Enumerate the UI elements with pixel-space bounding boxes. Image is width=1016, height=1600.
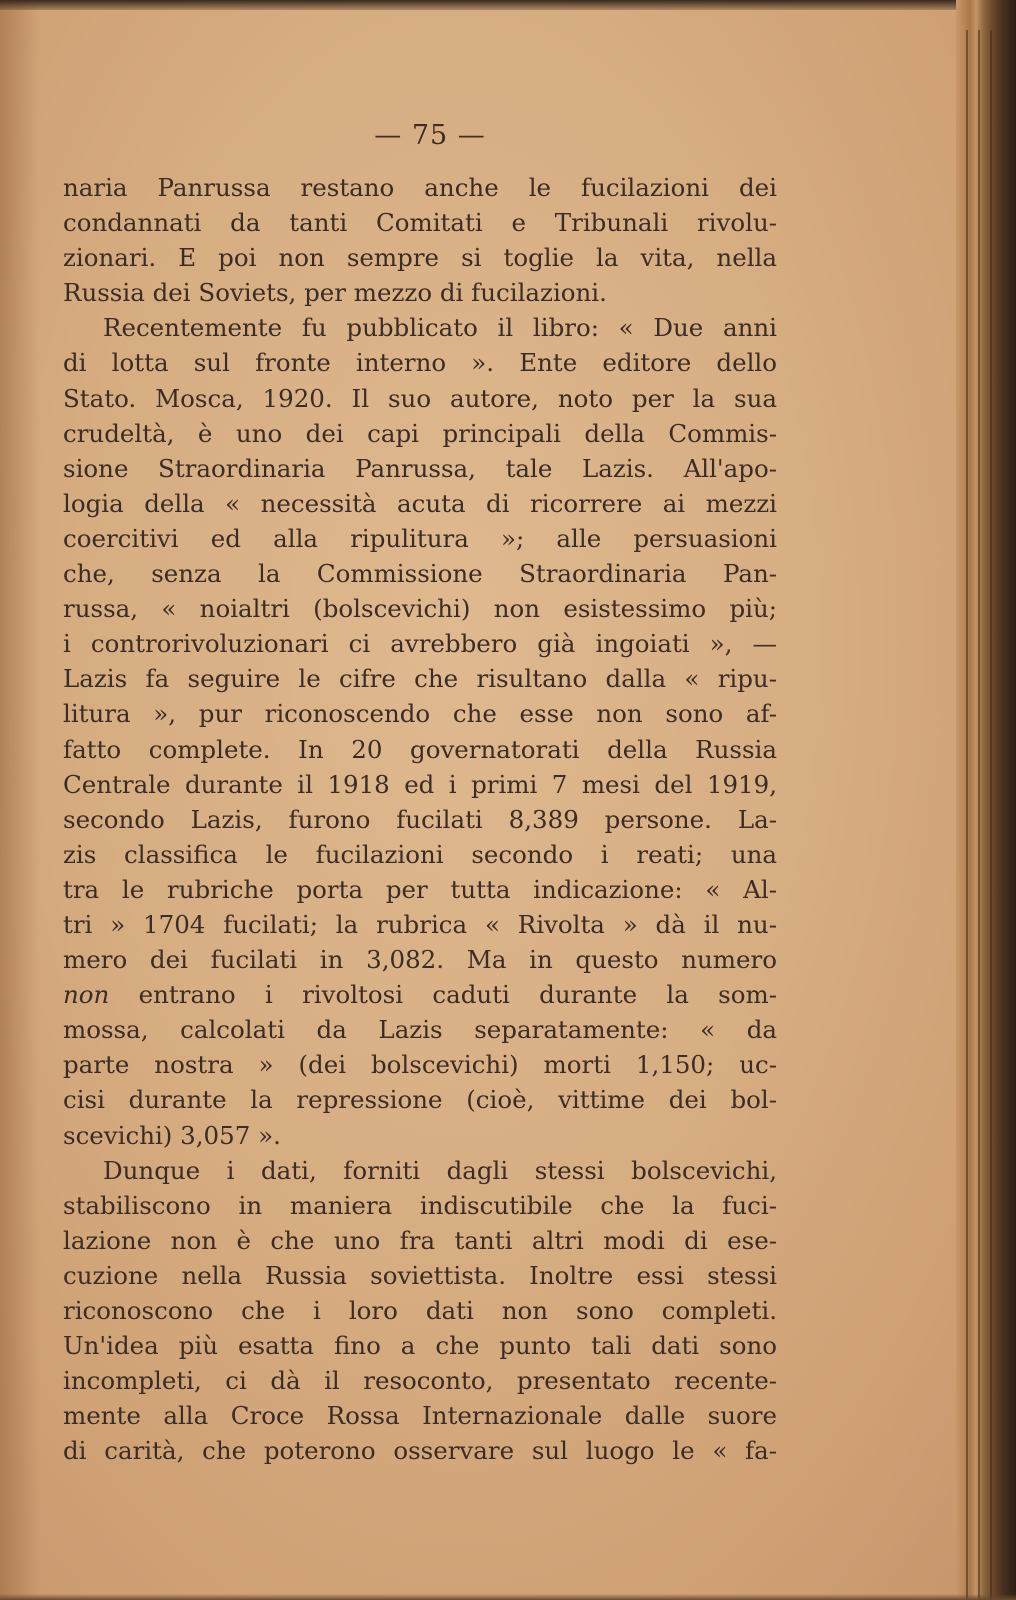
text-line: condannati da tanti Comitati e Tribunali rivolu- [63, 208, 777, 238]
text-line: litura », pur riconoscendo che esse non sono af- [63, 699, 777, 729]
binding-line [978, 30, 980, 1600]
text-line: cisi durante la repressione (cioè, vittime dei bol- [63, 1085, 777, 1115]
text-line: di carità, che poterono osservare sul luogo le « fa- [63, 1436, 777, 1466]
text-line: Dunque i dati, forniti dagli stessi bolscevichi, [103, 1155, 777, 1185]
page-top-edge [0, 0, 1016, 10]
text-line: incompleti, ci dà il resoconto, presentato recente- [63, 1366, 777, 1396]
text-line: mossa, calcolati da Lazis separatamente: « da [63, 1015, 777, 1045]
text-line: tri » 1704 fucilati; la rubrica « Rivolta » dà il nu- [63, 909, 777, 939]
text-line: logia della « necessità acuta di ricorrere ai mezzi [63, 488, 777, 518]
page-bottom-edge [0, 1594, 1016, 1600]
text-line: lazione non è che uno fra tanti altri modi di ese- [63, 1225, 777, 1255]
text-line: sione Straordinaria Panrussa, tale Lazis. All'apo- [63, 453, 777, 483]
text-line: Recentemente fu pubblicato il libro: « Due anni [103, 313, 777, 343]
text-line: riconoscono che i loro dati non sono completi. [63, 1296, 777, 1325]
page-number: — 75 — [374, 120, 486, 151]
text-line: che, senza la Commissione Straordinaria Pan- [63, 559, 777, 589]
text-line: Russia dei Soviets, per mezzo di fucilazioni. [63, 278, 607, 308]
text-line: coercitivi ed alla ripulitura »; alle persuasioni [63, 523, 777, 553]
text-line: fatto complete. In 20 governatorati della Russia [63, 734, 777, 764]
text-line: Stato. Mosca, 1920. Il suo autore, noto per la sua [63, 383, 777, 413]
text-line: zionari. E poi non sempre si toglie la vita, nella [63, 243, 777, 273]
text-line: zis classifica le fucilazioni secondo i reati; una [63, 839, 777, 869]
text-line: naria Panrussa restano anche le fucilazioni dei [63, 173, 777, 202]
text-line: parte nostra » (dei bolscevichi) morti 1,150; uc- [63, 1050, 777, 1080]
text-line: cuzione nella Russia soviettista. Inoltre essi stessi [63, 1260, 777, 1290]
text-line: tra le rubriche porta per tutta indicazione: « Al- [63, 874, 777, 904]
text-line: Lazis fa seguire le cifre che risultano dalla « ripu- [63, 664, 777, 694]
body-text [63, 170, 777, 1468]
text-line: i controrivoluzionari ci avrebbero già ingoiati », — [63, 629, 777, 659]
text-line: crudeltà, è uno dei capi principali della Commis- [63, 418, 777, 448]
text-line: russa, « noialtri (bolscevichi) non esistessimo più; [63, 594, 777, 624]
text-line: mente alla Croce Rossa Internazionale dalle suore [63, 1401, 777, 1431]
binding-line [966, 30, 968, 1600]
text-line: scevichi) 3,057 ». [63, 1120, 281, 1150]
text-line: stabiliscono in maniera indiscutibile che la fuci- [63, 1190, 777, 1220]
text-line: Centrale durante il 1918 ed i primi 7 mesi del 1919, [63, 769, 777, 799]
book-binding [956, 0, 1016, 1600]
text-line: di lotta sul fronte interno ». Ente editore dello [63, 348, 777, 378]
text-line: non entrano i rivoltosi caduti durante la som- [63, 980, 777, 1010]
text-line: mero dei fucilati in 3,082. Ma in questo numero [63, 945, 777, 975]
binding-line [990, 30, 992, 1600]
text-line: secondo Lazis, furono fucilati 8,389 persone. La- [63, 804, 777, 834]
text-line: Un'idea più esatta fino a che punto tali dati sono [63, 1331, 777, 1361]
